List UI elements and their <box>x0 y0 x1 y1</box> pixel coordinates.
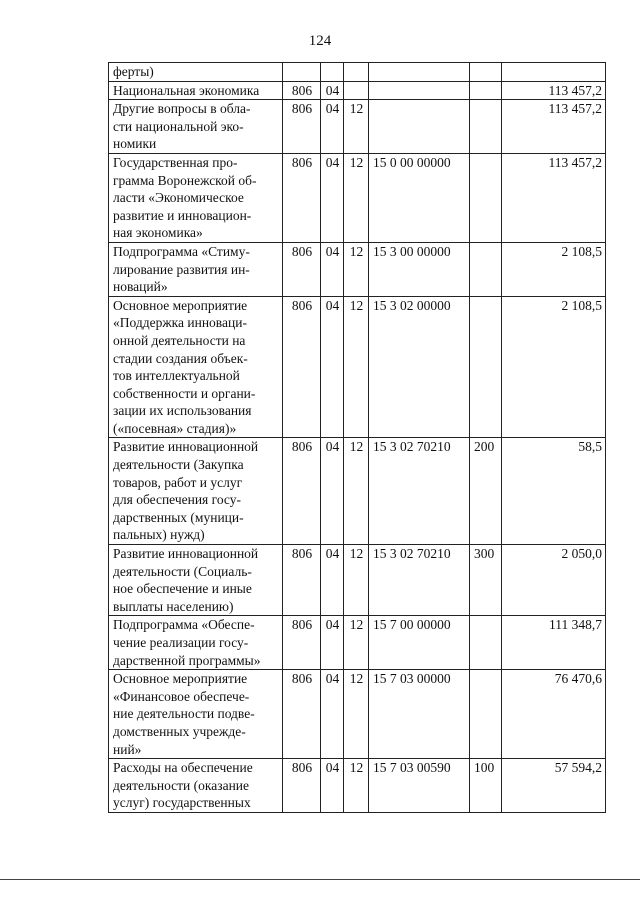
cell-section: 04 <box>321 153 344 242</box>
table-row <box>109 545 606 616</box>
cell-subsection: 12 <box>344 438 369 545</box>
cell-target-article <box>369 63 470 82</box>
cell-expense-type <box>470 100 502 154</box>
cell-ministry-code <box>283 63 321 82</box>
table-row <box>109 759 606 813</box>
cell-amount: 2 050,0 <box>502 545 606 616</box>
budget-table <box>108 62 606 813</box>
cell-expense-type <box>470 63 502 82</box>
cell-target-article: 15 7 00 00000 <box>369 616 470 670</box>
cell-name: Основное мероприятие «Финансовое обеспече- ние деятельности подве- домственных учрежде- ний» <box>109 670 283 759</box>
cell-amount: 113 457,2 <box>502 81 606 100</box>
table-row <box>109 616 606 670</box>
cell-subsection: 12 <box>344 545 369 616</box>
cell-subsection <box>344 81 369 100</box>
cell-ministry-code: 806 <box>283 81 321 100</box>
cell-ministry-code: 806 <box>283 616 321 670</box>
cell-target-article: 15 3 02 00000 <box>369 296 470 438</box>
cell-section: 04 <box>321 670 344 759</box>
cell-name: Основное мероприятие «Поддержка инноваци- онной деятельности на стадии создания объек- тов интеллектуальной собственности и органи- зации их использования («посевная» стадия)» <box>109 296 283 438</box>
table-row <box>109 100 606 154</box>
cell-target-article <box>369 100 470 154</box>
table-row <box>109 670 606 759</box>
cell-section: 04 <box>321 438 344 545</box>
cell-target-article: 15 7 03 00590 <box>369 759 470 813</box>
cell-amount: 113 457,2 <box>502 153 606 242</box>
cell-amount: 2 108,5 <box>502 296 606 438</box>
cell-expense-type: 200 <box>470 438 502 545</box>
page-number: 124 <box>308 33 332 49</box>
cell-section: 04 <box>321 81 344 100</box>
table-body <box>109 63 606 813</box>
cell-name: Подпрограмма «Обеспе- чение реализации госу- дарственной программы» <box>109 616 283 670</box>
cell-amount: 113 457,2 <box>502 100 606 154</box>
cell-amount <box>502 63 606 82</box>
cell-subsection <box>344 63 369 82</box>
cell-amount: 76 470,6 <box>502 670 606 759</box>
cell-section: 04 <box>321 616 344 670</box>
cell-name: Расходы на обеспечение деятельности (оказание услуг) государственных <box>109 759 283 813</box>
cell-section: 04 <box>321 242 344 296</box>
cell-name: ферты) <box>109 63 283 82</box>
cell-ministry-code: 806 <box>283 153 321 242</box>
cell-expense-type <box>470 296 502 438</box>
cell-section: 04 <box>321 296 344 438</box>
cell-section: 04 <box>321 545 344 616</box>
cell-name: Национальная экономика <box>109 81 283 100</box>
cell-subsection: 12 <box>344 759 369 813</box>
cell-name: Другие вопросы в обла- сти национальной эко- номики <box>109 100 283 154</box>
cell-target-article: 15 7 03 00000 <box>369 670 470 759</box>
cell-name: Развитие инновационной деятельности (Закупка товаров, работ и услуг для обеспечения госу- дарственных (муници- пальных) нужд) <box>109 438 283 545</box>
table-row <box>109 63 606 82</box>
table-row <box>109 81 606 100</box>
cell-name: Развитие инновационной деятельности (Социаль- ное обеспечение и иные выплаты населению) <box>109 545 283 616</box>
cell-subsection: 12 <box>344 242 369 296</box>
cell-target-article: 15 3 00 00000 <box>369 242 470 296</box>
cell-subsection: 12 <box>344 616 369 670</box>
cell-target-article: 15 0 00 00000 <box>369 153 470 242</box>
cell-target-article: 15 3 02 70210 <box>369 438 470 545</box>
cell-ministry-code: 806 <box>283 296 321 438</box>
cell-expense-type: 300 <box>470 545 502 616</box>
cell-target-article: 15 3 02 70210 <box>369 545 470 616</box>
cell-expense-type <box>470 242 502 296</box>
cell-ministry-code: 806 <box>283 759 321 813</box>
cell-section: 04 <box>321 100 344 154</box>
cell-section <box>321 63 344 82</box>
cell-expense-type <box>470 153 502 242</box>
cell-expense-type <box>470 81 502 100</box>
cell-ministry-code: 806 <box>283 670 321 759</box>
cell-subsection: 12 <box>344 296 369 438</box>
table-row <box>109 153 606 242</box>
table-row <box>109 242 606 296</box>
cell-expense-type <box>470 616 502 670</box>
cell-subsection: 12 <box>344 153 369 242</box>
cell-ministry-code: 806 <box>283 545 321 616</box>
table-row <box>109 296 606 438</box>
cell-subsection: 12 <box>344 670 369 759</box>
table-row <box>109 438 606 545</box>
cell-expense-type <box>470 670 502 759</box>
cell-subsection: 12 <box>344 100 369 154</box>
cell-name: Подпрограмма «Стиму- лирование развития ин- новаций» <box>109 242 283 296</box>
cell-amount: 2 108,5 <box>502 242 606 296</box>
cell-amount: 111 348,7 <box>502 616 606 670</box>
cell-expense-type: 100 <box>470 759 502 813</box>
cell-target-article <box>369 81 470 100</box>
cell-amount: 58,5 <box>502 438 606 545</box>
cell-amount: 57 594,2 <box>502 759 606 813</box>
cell-ministry-code: 806 <box>283 100 321 154</box>
cell-ministry-code: 806 <box>283 242 321 296</box>
page-bottom-rule <box>0 879 640 880</box>
cell-name: Государственная про- грамма Воронежской об- ласти «Экономическое развитие и инновацион- ная экономика» <box>109 153 283 242</box>
cell-section: 04 <box>321 759 344 813</box>
cell-ministry-code: 806 <box>283 438 321 545</box>
